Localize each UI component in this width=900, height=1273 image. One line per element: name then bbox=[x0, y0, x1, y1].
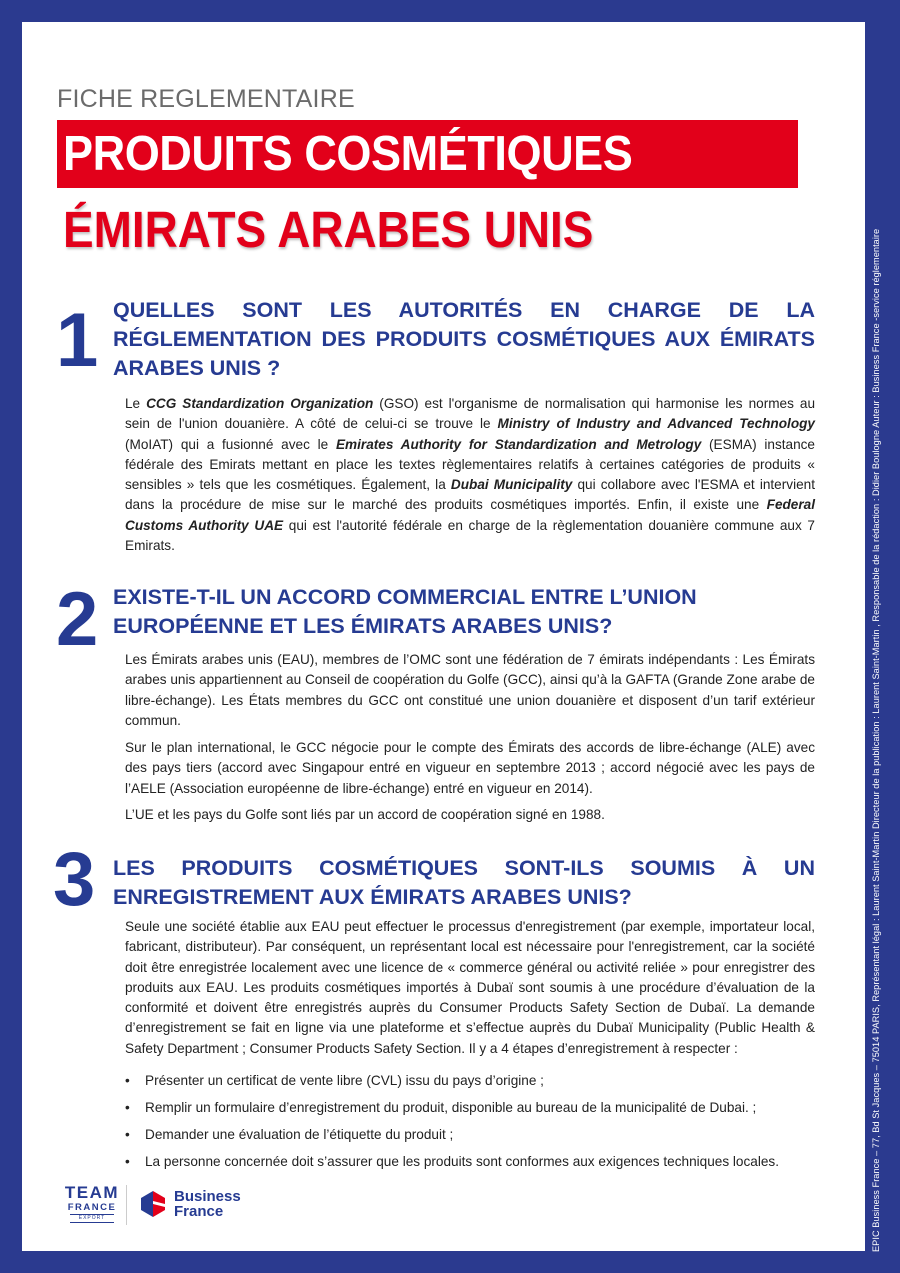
document-kicker: FICHE REGLEMENTAIRE bbox=[57, 85, 355, 113]
org-esma: Emirates Authority for Standardization and Metrology bbox=[335, 436, 702, 452]
section-2-number: 2 bbox=[56, 577, 99, 662]
section-1-number: 1 bbox=[56, 298, 99, 383]
org-moiat: Ministry of Industry and Advanced Technology bbox=[497, 416, 815, 432]
section-2-paragraph-2: Sur le plan international, le GCC négocie pour le compte des Émirats des accords de libre-échange (ALE) avec des pays tiers (accord avec Singapour entré en vigueur en septembre 2013 ; accord négocié avec les pays de l’AELE (Association européenne de libre-échange) entré en vigueur en 2014). bbox=[125, 740, 815, 796]
section-2-question: EXISTE-T-IL UN ACCORD COMMERCIAL ENTRE L’UNION EUROPÉENNE ET LES ÉMIRATS ARABES UNIS? bbox=[113, 585, 697, 638]
section-2-paragraph-1: Les Émirats arabes unis (EAU), membres de l’OMC sont une fédération de 7 émirats indépendants : Les Émirats arabes unis appartiennent au Conseil de coopération du Golfe (GCC), ainsi qu’à la GAFTA (Grande Zone arabe de libre-échange). Les États membres du GCC ont constitué une union douanière et disposent d’un tarif extérieur commun. bbox=[125, 652, 815, 728]
list-item: • La personne concernée doit s’assurer que les produits sont conformes aux exigences techniques locales. bbox=[125, 1154, 779, 1169]
document-subtitle: ÉMIRATS ARABES UNIS bbox=[63, 201, 594, 258]
org-gso: CCG Standardization Organization bbox=[146, 396, 374, 411]
list-item: • Remplir un formulaire d’enregistrement du produit, disponible au bureau de la municipalité de Dubai. ; bbox=[125, 1100, 757, 1115]
org-customs-authority: Federal Customs Authority UAE bbox=[125, 497, 815, 533]
section-1-question: QUELLES SONT LES AUTORITÉS EN CHARGE DE LA RÉGLEMENTATION DES PRODUITS COSMÉTIQUES AUX ÉMIRATS ARABES UNIS ? bbox=[113, 298, 815, 380]
section-3-paragraph: Seule une société établie aux EAU peut effectuer le processus d'enregistrement (par exemple, importateur local, fabricant, distributeur). Par conséquent, un représentant local est nécessaire pour l'enregistrement, car la société doit être enregistrée localement avec une licence de « commerce général ou activité reliée » pour enregistrer des produits aux EAU. Les produits cosmétiques importés à Dubaï sont soumis à une procédure d’évaluation de la conformité et doivent être enregistrés auprès du Consumer Products Safety Section de Dubaï. La demande d’enregistrement se fait en ligne via une plateforme et s’effectue auprès du Dubaï Municipality (Public Health & Safety Department ; Consumer Products Safety Section. Il y a 4 étapes d’enregistrement à respecter : bbox=[125, 919, 815, 1056]
list-item: • Présenter un certificat de vente libre (CVL) issu du pays d’origine ; bbox=[125, 1073, 544, 1088]
team-france-export-logo: TEAM FRANCE EXPORT bbox=[64, 1183, 120, 1221]
document-page bbox=[22, 22, 865, 1251]
legal-sidebar-text: EPIC Business France – 77, Bd St Jacques – 75014 PARIS, Représentant légal : Laurent Saint-Martin Directeur de la publication : Laurent Saint-Martin , Responsable de la rédaction : Didier Boulogne Auteur : Business France -service réglementaire bbox=[871, 228, 881, 1252]
org-dubai-municipality: Dubai Municipality bbox=[450, 477, 573, 493]
list-item: • Demander une évaluation de l’étiquette du produit ; bbox=[125, 1127, 454, 1142]
section-3-question: LES PRODUITS COSMÉTIQUES SONT-ILS SOUMIS À UN ENREGISTREMENT AUX ÉMIRATS ARABES UNIS? bbox=[113, 856, 815, 909]
business-france-logo-text: Business France bbox=[174, 1188, 241, 1220]
section-1-paragraph: Le CCG Standardization Organization (GSO) est l'organisme de normalisation qui harmonise les normes au sein de l'union douanière. A côté de celui-ci se trouve le Ministry of Industry and Advanced Technology (MoIAT) qui a fusionné avec le Emirates Authority for Standardization and Metrology (ESMA) instance fédérale des Emirats mettant en place les textes règlementaires relatifs à certaines catégories de produits « sensibles » tels que les cosmétiques. Également, la Dubai Municipality qui collabore avec l'ESMA et intervient dans la procédure de mise sur le marché des produits cosmétiques importés. Enfin, il existe une Federal Customs Authority UAE qui est l'autorité fédérale en charge de la règlementation douanière commune aux 7 Emirats. bbox=[125, 396, 815, 554]
registration-steps-list bbox=[125, 1071, 815, 1179]
logo-divider bbox=[126, 1185, 127, 1225]
section-2-paragraph-3: L’UE et les pays du Golfe sont liés par un accord de coopération signé en 1988. bbox=[125, 807, 605, 822]
document-title: PRODUITS COSMÉTIQUES bbox=[63, 127, 633, 181]
business-france-logo-mark bbox=[138, 1188, 168, 1220]
section-3-number: 3 bbox=[53, 837, 96, 922]
